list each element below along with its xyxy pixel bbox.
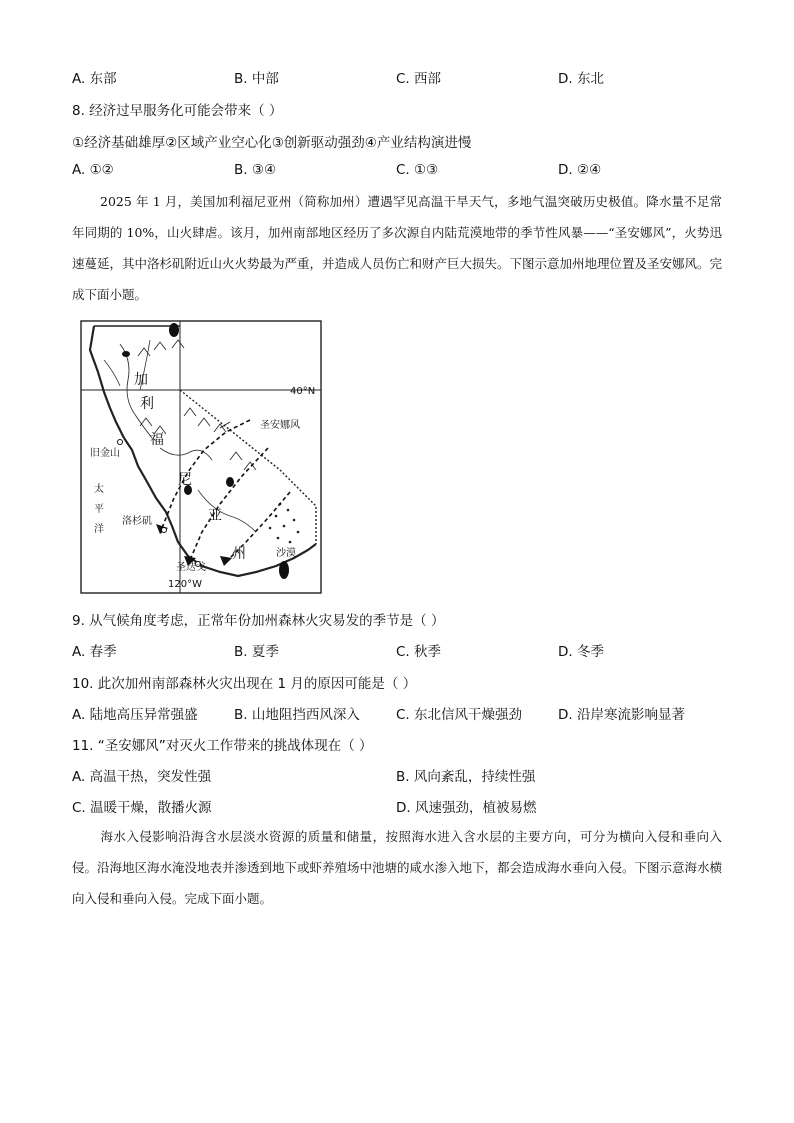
q9-option-a: A. 春季 bbox=[72, 644, 117, 660]
q11-option-a: A. 高温干热，突发性强 bbox=[72, 769, 212, 785]
q10-option-d: D. 沿岸寒流影响显著 bbox=[558, 707, 685, 723]
q8-option-b: B. ③④ bbox=[234, 162, 277, 178]
passage-seawater-intrusion-text: 海水入侵影响沿海含水层淡水资源的质量和储量，按照海水进入含水层的主要方向，可分为横向入侵和垂向入侵。沿海地区海水淹没地表并渗透到地下或虾养殖场中池塘的咸水渗入地下，都会造成海水垂向入侵。下图示意海水横向入侵和垂向入侵。完成下面小题。 bbox=[72, 829, 723, 906]
q10-option-c: C. 东北信风干燥强劲 bbox=[396, 707, 523, 723]
santa-ana-wind-label: 圣安娜风 bbox=[260, 420, 300, 431]
q8-stem: 8. 经济过早服务化可能会带来（ ） bbox=[72, 103, 283, 119]
ocean-char-2: 平 bbox=[94, 504, 104, 515]
q8-option-d: D. ②④ bbox=[558, 162, 602, 178]
q9-option-d: D. 冬季 bbox=[558, 644, 604, 660]
state-char-4: 尼 bbox=[178, 472, 192, 488]
q7-option-c: C. 西部 bbox=[396, 71, 442, 87]
ocean-char-3: 洋 bbox=[94, 524, 104, 535]
state-char-1: 加 bbox=[134, 372, 148, 388]
passage-california-wildfire bbox=[72, 186, 722, 310]
san-diego-label: 圣迭戈 bbox=[176, 562, 206, 573]
q7-option-d: D. 东北 bbox=[558, 71, 604, 87]
ocean-char-1: 太 bbox=[94, 484, 104, 495]
q8-items: ①经济基础雄厚②区域产业空心化③创新驱动强劲④产业结构演进慢 bbox=[72, 135, 472, 151]
california-map bbox=[80, 320, 322, 594]
longitude-label: 120°W bbox=[168, 579, 202, 590]
state-char-5: 亚 bbox=[208, 508, 222, 524]
q9-option-c: C. 秋季 bbox=[396, 644, 442, 660]
state-char-6: 州 bbox=[232, 546, 246, 562]
q11-option-b: B. 风向紊乱，持续性强 bbox=[396, 769, 536, 785]
san-francisco-label: 旧金山 bbox=[90, 448, 120, 459]
q11-stem: 11. “圣安娜风”对灭火工作带来的挑战体现在（ ） bbox=[72, 738, 373, 754]
state-char-2: 利 bbox=[140, 396, 154, 412]
q10-option-a: A. 陆地高压异常强盛 bbox=[72, 707, 198, 723]
latitude-label: 40°N bbox=[290, 386, 316, 397]
q10-stem: 10. 此次加州南部森林火灾出现在 1 月的原因可能是（ ） bbox=[72, 676, 417, 692]
state-char-3: 福 bbox=[150, 432, 164, 448]
q7-option-b: B. 中部 bbox=[234, 71, 279, 87]
q9-option-b: B. 夏季 bbox=[234, 644, 279, 660]
los-angeles-label: 洛杉矶 bbox=[122, 516, 152, 527]
q9-stem: 9. 从气候角度考虑，正常年份加州森林火灾易发的季节是（ ） bbox=[72, 613, 445, 629]
passage-california-wildfire-text: 2025 年 1 月，美国加利福尼亚州（简称加州）遭遇罕见高温干旱天气，多地气温突破历史极值。降水量不足常年同期的 10%，山火肆虐。该月，加州南部地区经历了多次源自内陆荒漠地带的季节性风暴——“圣安娜风”，火势迅速蔓延，其中洛杉矶附近山火火势最为严重，并造成人员伤亡和财产巨大损失。下图示意加州地理位置及圣安娜风。完成下面小题。 bbox=[72, 194, 723, 302]
q8-option-c: C. ①③ bbox=[396, 162, 439, 178]
passage-seawater-intrusion bbox=[72, 821, 722, 914]
q11-option-d: D. 风速强劲，植被易燃 bbox=[396, 800, 537, 816]
q10-option-b: B. 山地阻挡西风深入 bbox=[234, 707, 360, 723]
q11-option-c: C. 温暖干燥，散播火源 bbox=[72, 800, 212, 816]
q8-option-a: A. ①② bbox=[72, 162, 114, 178]
q7-option-a: A. 东部 bbox=[72, 71, 117, 87]
desert-label: 沙漠 bbox=[276, 548, 296, 559]
